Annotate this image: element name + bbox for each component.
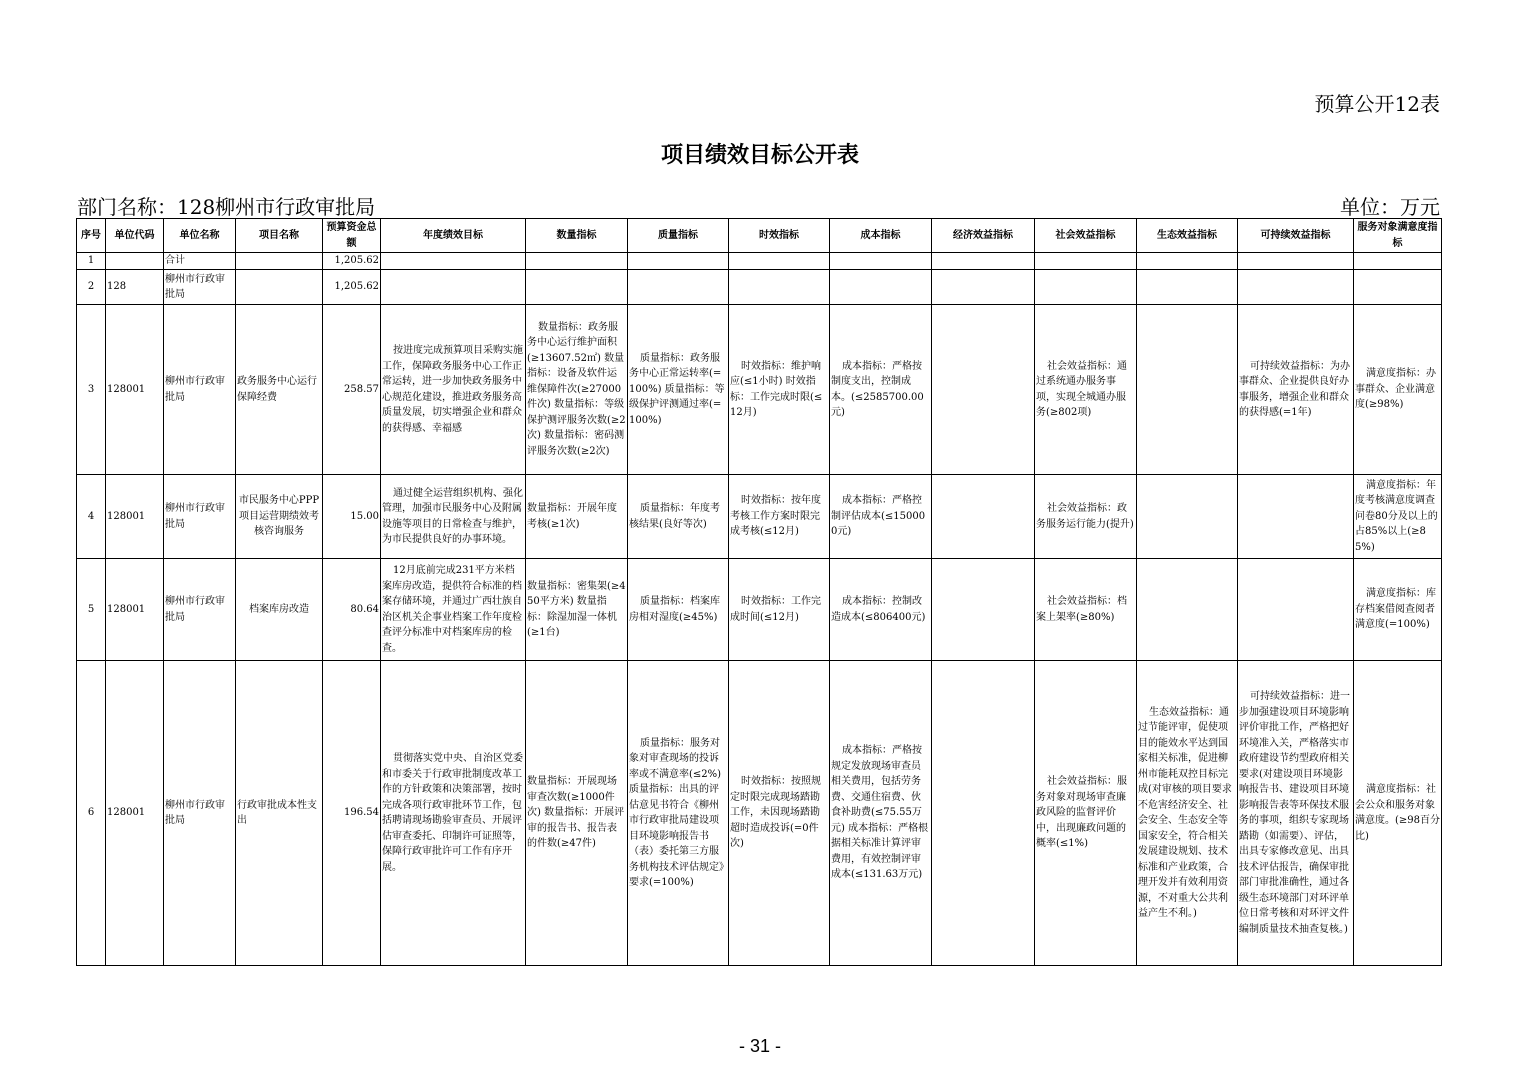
unit-code: 128 — [106, 270, 164, 305]
header-cell: 服务对象满意度指标 — [1354, 219, 1442, 253]
satisfaction-indicator — [1354, 253, 1442, 270]
cost-indicator: 成本指标：严格按制度支出，控制成本。(≤2585700.00元) — [830, 305, 932, 475]
annual-goal: 按进度完成预算项目采购实施工作，保障政务服务中心工作正常运转，进一步加快政务服务中心规范化建设，推进政务服务高质量发展，切实增强企业和群众的获得感、幸福感 — [381, 305, 526, 475]
timeliness-indicator: 时效指标：按照规定时限完成现场踏勘工作，未因现场踏勘超时造成投诉(=0件次) — [729, 661, 830, 966]
quality-indicator: 质量指标：档案库房相对湿度(≥45%) — [628, 559, 729, 661]
header-cell: 可持续效益指标 — [1238, 219, 1354, 253]
unit-name: 柳州市行政审批局 — [164, 559, 236, 661]
unit-code — [106, 253, 164, 270]
department-name: 部门名称：128柳州市行政审批局 — [77, 195, 376, 219]
sustainable-indicator — [1238, 559, 1354, 661]
budget-amount: 1,205.62 — [323, 270, 381, 305]
sustainable-indicator — [1238, 270, 1354, 305]
quality-indicator — [628, 270, 729, 305]
annual-goal: 通过健全运营组织机构、强化管理，加强市民服务中心及附属设施等项目的日常检查与维护，为市民提供良好的办事环境。 — [381, 475, 526, 559]
cost-indicator: 成本指标：严格按规定发放现场审查员相关费用，包括劳务费、交通住宿费、伙食补助费(≤75.55万元) 成本指标：严格根据相关标准计算评审费用，有效控制评审成本(≤131.63万元) — [830, 661, 932, 966]
social-indicator: 社会效益指标：服务对象对现场审查廉政风险的监督评价中，出现廉政问题的概率(≤1%) — [1035, 661, 1137, 966]
sustainable-indicator — [1238, 475, 1354, 559]
header-cell: 序号 — [77, 219, 106, 253]
header-cell: 生态效益指标 — [1137, 219, 1238, 253]
cost-indicator: 成本指标：严格控制评估成本(≤150000元) — [830, 475, 932, 559]
quantity-indicator: 数量指标：密集架(≥450平方米) 数量指标：除湿加湿一体机(≥1台) — [526, 559, 628, 661]
header-cell: 项目名称 — [236, 219, 323, 253]
unit-name: 柳州市行政审批局 — [164, 305, 236, 475]
economic-indicator — [932, 661, 1035, 966]
annual-goal — [381, 253, 526, 270]
annual-goal: 贯彻落实党中央、自治区党委和市委关于行政审批制度改革工作的方针政策和决策部署，按时完成各项行政审批环节工作，包括聘请现场勘验审查员、开展评估审查委托、印制许可证照等，保障行政审批许可工作有序开展。 — [381, 661, 526, 966]
timeliness-indicator: 时效指标：工作完成时间(≤12月) — [729, 559, 830, 661]
header-cell: 年度绩效目标 — [381, 219, 526, 253]
cost-indicator: 成本指标：控制改造成本(≤806400元) — [830, 559, 932, 661]
ecological-indicator — [1137, 305, 1238, 475]
budget-amount: 1,205.62 — [323, 253, 381, 270]
social-indicator — [1035, 253, 1137, 270]
quantity-indicator: 数量指标：开展现场审查次数(≥1000件次) 数量指标：开展评审的报告书、报告表的件数(≥47件) — [526, 661, 628, 966]
unit-code: 128001 — [106, 305, 164, 475]
page-title: 项目绩效目标公开表 — [660, 143, 859, 168]
satisfaction-indicator: 满意度指标：办事群众、企业满意度(≥98%) — [1354, 305, 1442, 475]
row-number: 1 — [77, 253, 106, 270]
cost-indicator — [830, 270, 932, 305]
timeliness-indicator — [729, 253, 830, 270]
ecological-indicator — [1137, 475, 1238, 559]
timeliness-indicator: 时效指标：按年度考核工作方案时限完成考核(≤12月) — [729, 475, 830, 559]
row-number: 3 — [77, 305, 106, 475]
satisfaction-indicator — [1354, 270, 1442, 305]
table-row — [77, 661, 1442, 966]
budget-amount: 15.00 — [323, 475, 381, 559]
project-name — [236, 253, 323, 270]
unit-name: 柳州市行政审批局 — [164, 270, 236, 305]
sustainable-indicator: 可持续效益指标：为办事群众、企业提供良好办事服务，增强企业和群众的获得感(=1年) — [1238, 305, 1354, 475]
table-row — [77, 305, 1442, 475]
row-number: 4 — [77, 475, 106, 559]
quality-indicator — [628, 253, 729, 270]
quality-indicator: 质量指标：服务对象对审查现场的投诉率或不满意率(≤2%) 质量指标：出具的评估意见书符合《柳州市行政审批局建设项目环境影响报告书（表）委托第三方服务机构技术评估规定》要求(=100%) — [628, 661, 729, 966]
header-cell: 经济效益指标 — [932, 219, 1035, 253]
unit-name: 柳州市行政审批局 — [164, 475, 236, 559]
header-cell: 质量指标 — [628, 219, 729, 253]
row-number: 6 — [77, 661, 106, 966]
table-row — [77, 559, 1442, 661]
economic-indicator — [932, 253, 1035, 270]
header-cell: 社会效益指标 — [1035, 219, 1137, 253]
unit-code: 128001 — [106, 475, 164, 559]
unit-code: 128001 — [106, 661, 164, 966]
sustainable-indicator: 可持续效益指标：进一步加强建设项目环境影响评价审批工作，严格把好环境准入关，严格落实市政府建设节约型政府相关要求(对建设项目环境影响报告书、建设项目环境影响报告表等环保技术服务的事项，组织专家现场踏勘（如需要）、评估，出具专家修改意见、出具技术评估报告，确保审批部门审批准确性，通过各级生态环境部门对环评单位日常考核和对环评文件编制质量技术抽查复核。) — [1238, 661, 1354, 966]
row-number: 2 — [77, 270, 106, 305]
budget-amount: 258.57 — [323, 305, 381, 475]
timeliness-indicator: 时效指标：维护响应(≤1小时) 时效指标：工作完成时限(≤12月) — [729, 305, 830, 475]
performance-table — [76, 218, 1442, 966]
header-cell: 单位代码 — [106, 219, 164, 253]
budget-amount: 80.64 — [323, 559, 381, 661]
social-indicator — [1035, 270, 1137, 305]
cost-indicator — [830, 253, 932, 270]
unit-name: 合计 — [164, 253, 236, 270]
quantity-indicator: 数量指标：政务服务中心运行维护面积(≥13607.52㎡) 数量指标：设备及软件运维保障件次(≥27000件次) 数量指标：等级保护测评服务次数(≥2次) 数量指标：密码测评服务次数(≥2次) — [526, 305, 628, 475]
economic-indicator — [932, 475, 1035, 559]
ecological-indicator — [1137, 253, 1238, 270]
header-cell: 预算资金总额 — [323, 219, 381, 253]
quantity-indicator: 数量指标：开展年度考核(≥1次) — [526, 475, 628, 559]
header-cell: 成本指标 — [830, 219, 932, 253]
social-indicator: 社会效益指标：政务服务运行能力(提升) — [1035, 475, 1137, 559]
quantity-indicator — [526, 253, 628, 270]
timeliness-indicator — [729, 270, 830, 305]
social-indicator: 社会效益指标：通过系统通办服务事项，实现全城通办服务(≥802项) — [1035, 305, 1137, 475]
economic-indicator — [932, 559, 1035, 661]
quality-indicator: 质量指标：政务服务中心正常运转率(=100%) 质量指标：等级保护评测通过率(=100%) — [628, 305, 729, 475]
project-name: 档案库房改造 — [236, 559, 323, 661]
header-cell: 时效指标 — [729, 219, 830, 253]
satisfaction-indicator: 满意度指标：社会公众和服务对象满意度。(≥98百分比) — [1354, 661, 1442, 966]
ecological-indicator — [1137, 559, 1238, 661]
table-number-label: 预算公开12表 — [1314, 92, 1440, 116]
table-row — [77, 253, 1442, 270]
header-cell: 数量指标 — [526, 219, 628, 253]
header-cell: 单位名称 — [164, 219, 236, 253]
annual-goal: 12月底前完成231平方米档案库房改造，提供符合标准的档案存储环境，并通过广西壮族自治区机关企事业档案工作年度检查评分标准中对档案库房的检查。 — [381, 559, 526, 661]
satisfaction-indicator: 满意度指标：年度考核满意度调查问卷80分及以上的占85%以上(≥85%) — [1354, 475, 1442, 559]
economic-indicator — [932, 270, 1035, 305]
page-number: - 31 - — [738, 1036, 781, 1056]
ecological-indicator — [1137, 270, 1238, 305]
unit-name: 柳州市行政审批局 — [164, 661, 236, 966]
satisfaction-indicator: 满意度指标：库存档案借阅查阅者满意度(=100%) — [1354, 559, 1442, 661]
table-row — [77, 270, 1442, 305]
economic-indicator — [932, 305, 1035, 475]
social-indicator: 社会效益指标：档案上架率(≥80%) — [1035, 559, 1137, 661]
project-name: 政务服务中心运行保障经费 — [236, 305, 323, 475]
quantity-indicator — [526, 270, 628, 305]
row-number: 5 — [77, 559, 106, 661]
sustainable-indicator — [1238, 253, 1354, 270]
table-row — [77, 475, 1442, 559]
project-name: 市民服务中心PPP项目运营期绩效考核咨询服务 — [236, 475, 323, 559]
unit-code: 128001 — [106, 559, 164, 661]
header-row — [77, 219, 1442, 253]
annual-goal — [381, 270, 526, 305]
unit-label: 单位：万元 — [1340, 195, 1440, 219]
project-name — [236, 270, 323, 305]
quality-indicator: 质量指标：年度考核结果(良好等次) — [628, 475, 729, 559]
budget-amount: 196.54 — [323, 661, 381, 966]
ecological-indicator: 生态效益指标：通过节能评审，促使项目的能效水平达到国家相关标准，促进柳州市能耗双控目标完成(对审核的项目要求不危害经济安全、社会安全、生态安全等国家安全，符合相关发展建设规划、技术标准和产业政策，合理开发并有效利用资源，不对重大公共利益产生不利。) — [1137, 661, 1238, 966]
project-name: 行政审批成本性支出 — [236, 661, 323, 966]
